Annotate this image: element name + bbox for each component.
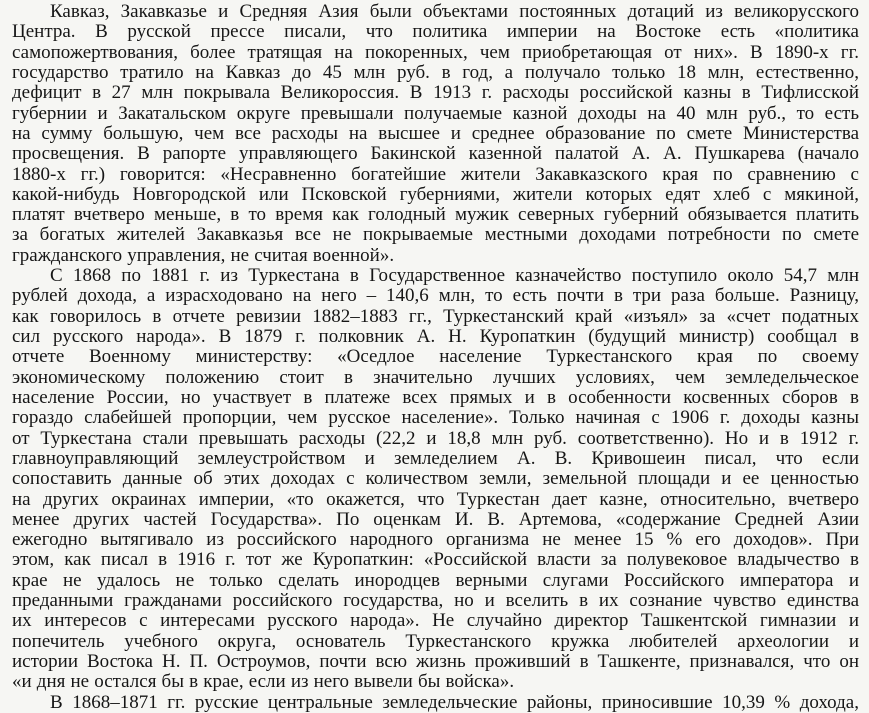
text-line: истории Востока Н. П. Остроумов, почти всю жизнь проживший в Ташкенте, признавался, что он bbox=[12, 652, 859, 672]
body-text bbox=[12, 2, 859, 713]
text-line: дефицит в 27 млн покрывала Великороссия. В 1913 г. расходы российской казны в Тифлисской bbox=[12, 83, 859, 104]
text-line: 1880-х гг.) говорится: «Несравненно богатейшие жители Закавказского края по сравнению с bbox=[12, 164, 859, 185]
text-line: на сумму большую, чем все расходы на высшее и среднее образование по смете Министерства bbox=[12, 123, 859, 144]
text-line: как говорилось в отчете ревизии 1882–1883 гг., Туркестанский край «изъял» за «счет податных bbox=[12, 306, 859, 327]
text-line: рублей дохода, а израсходовано на него – 140,6 млн, то есть почти в три раза больше. Разницу, bbox=[12, 286, 859, 307]
text-line: крае не удалось не только сделать инородцев верными слугами Российского императора и bbox=[12, 570, 859, 591]
text-line: «и дня не остался бы в крае, если из него вывели бы войска». bbox=[12, 672, 515, 693]
text-line: В 1868–1871 гг. русские центральные земледельческие районы, приносившие 10,39 % дохода, bbox=[50, 692, 859, 713]
text-line: их интересов с интересами русского народа». Не случайно директор Ташкентской гимназии и bbox=[12, 611, 859, 632]
text-line: отчете Военному министерству: «Оседлое население Туркестанского края по своему bbox=[12, 347, 859, 368]
paragraph-1 bbox=[12, 2, 859, 266]
text-line: гражданского управления, не считая военной». bbox=[12, 245, 395, 266]
text-line: государство тратило на Кавказ до 45 млн руб. в год, а получало только 18 млн, естественно, bbox=[12, 62, 859, 83]
text-line: просвещения. В рапорте управляющего Бакинской казенной палатой А. А. Пушкарева (начало bbox=[12, 144, 859, 165]
text-line: от Туркестана стали превышать расходы (22,2 и 18,8 млн руб. соответственно). Но и в 1912 г. bbox=[12, 428, 859, 449]
text-line: главноуправляющий землеустройством и земледелием А. В. Кривошеин писал, что если bbox=[12, 448, 859, 469]
text-line: этом, как писал в 1916 г. тот же Куропаткин: «Российской власти за полувековое владычество в bbox=[12, 550, 859, 571]
text-line: менее других частей Государства». По оценкам И. В. Артемова, «содержание Средней Азии bbox=[12, 509, 859, 530]
text-line: С 1868 по 1881 г. из Туркестана в Государственное казначейство поступило около 54,7 млн bbox=[50, 266, 859, 287]
text-line: преданными гражданами российского государства, но и вселить в их сознание чувство единства bbox=[12, 591, 859, 612]
text-line: население России, но участвует в платеже всех прямых и в особенности косвенных сборов в bbox=[12, 387, 859, 408]
paragraph-2 bbox=[12, 266, 859, 693]
text-line: самопожертвования, более тратящая на покоренных, чем приобретающая от них». В 1890-х гг. bbox=[12, 42, 859, 63]
text-line: экономическому положению стоит в значительно лучших условиях, чем земледельческое bbox=[12, 367, 859, 388]
text-line: Центра. В русской прессе писали, что политика империи на Востоке есть «политика bbox=[12, 22, 859, 43]
text-line: какой-нибудь Новгородской или Псковской губерниями, жители которых едят хлеб с мякиной, bbox=[12, 184, 859, 205]
text-line: платят вчетверо меньше, в то время как голодный мужик северных губерний обязывается платить bbox=[12, 205, 859, 226]
text-line: на других окраинах империи, «то окажется, что Туркестан дает казне, относительно, вчетверо bbox=[12, 489, 859, 510]
text-line: губернии и Закатальском округе превышали получаемые казной доходы на 40 млн руб., то есть bbox=[12, 103, 859, 124]
text-line: Кавказ, Закавказье и Средняя Азия были объектами постоянных дотаций из великорусского bbox=[50, 2, 859, 22]
text-line: за богатых жителей Закавказья все не покрываемые местными доходами потребности по смете bbox=[12, 225, 859, 246]
text-line: попечитель учебного округа, основатель Туркестанского кружка любителей археологии и bbox=[12, 631, 859, 652]
text-line: ежегодно вытягивало из российского народного организма не менее 15 % его доходов». При bbox=[12, 530, 859, 551]
text-line: сил русского народа». В 1879 г. полковник А. Н. Куропаткин (будущий министр) сообщал в bbox=[12, 327, 859, 347]
paragraph-3 bbox=[12, 693, 859, 713]
text-line: сопоставить данные об этих доходах с количеством земли, земельной площади и ее ценностью bbox=[12, 469, 859, 490]
text-line: гораздо слабейшей пропорции, чем русское население». Только начиная с 1906 г. доходы казны bbox=[12, 408, 859, 429]
